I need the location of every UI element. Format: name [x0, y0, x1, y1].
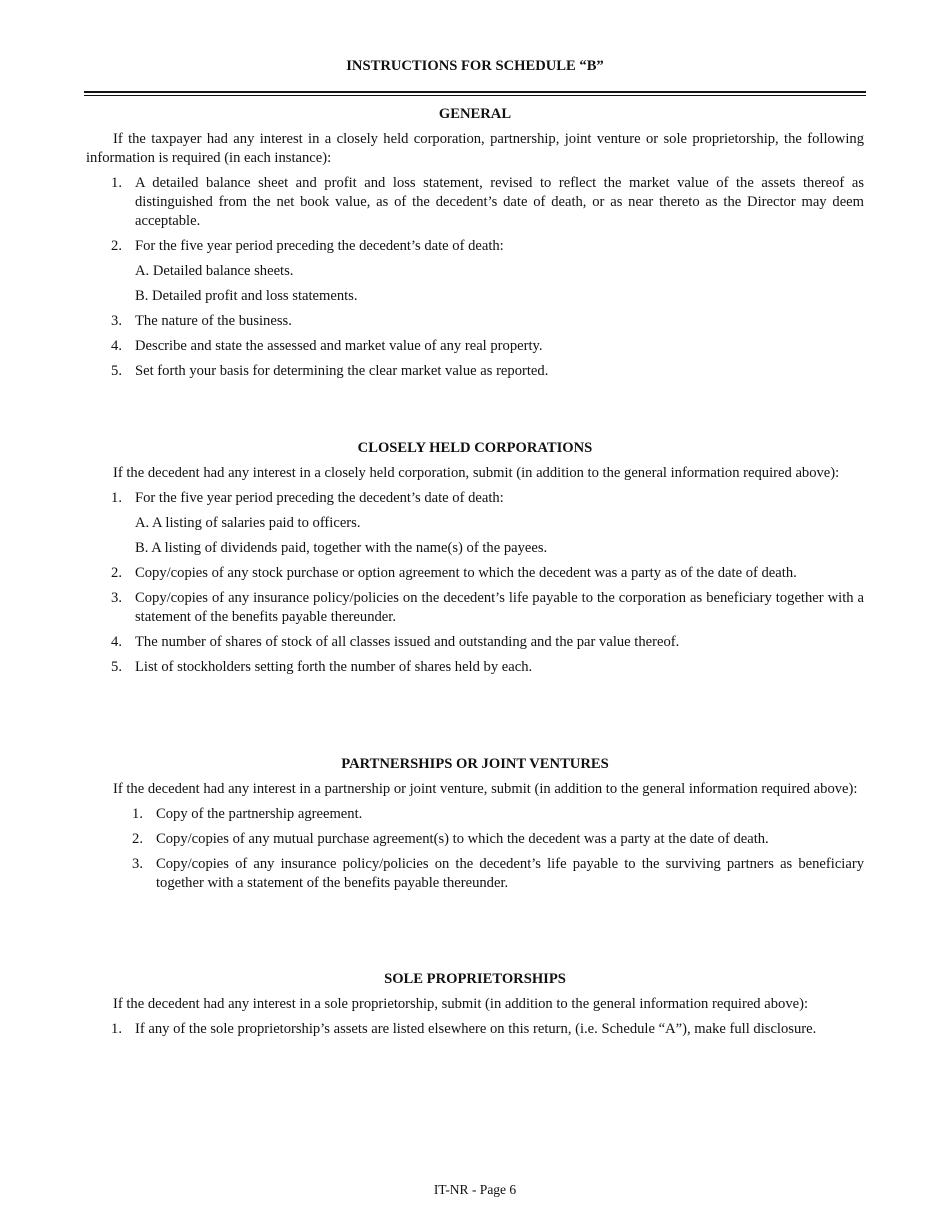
item-number: 4. — [111, 634, 122, 650]
list-item — [86, 362, 864, 381]
section-intro: If the taxpayer had any interest in a closely held corporation, partnership, joint venture or sole proprietorship, the following information is required (in each instance): — [86, 131, 864, 166]
item-text: Copy/copies of any insurance policy/policies on the decedent’s life payable to the corporation as beneficiary together with a statement of the benefits payable thereunder. — [135, 590, 864, 625]
section-intro: If the decedent had any interest in a closely held corporation, submit (in addition to the general information required above): — [113, 465, 840, 481]
item-text: For the five year period preceding the decedent’s date of death: — [135, 490, 504, 506]
item-number: 1. — [132, 806, 143, 822]
item-text: The number of shares of stock of all classes issued and outstanding and the par value thereof. — [135, 634, 680, 650]
sub-item: B. Detailed profit and loss statements. — [135, 288, 358, 304]
page-title: INSTRUCTIONS FOR SCHEDULE “B” — [346, 58, 604, 74]
item-text: Describe and state the assessed and market value of any real property. — [135, 338, 543, 354]
item-text: If any of the sole proprietorship’s assets are listed elsewhere on this return, (i.e. Schedule “A”), make full disclosure. — [135, 1021, 817, 1037]
list-item — [86, 174, 864, 231]
item-text: Copy of the partnership agreement. — [156, 806, 363, 822]
list-item — [86, 237, 864, 256]
list-item — [86, 633, 864, 652]
list-item — [86, 312, 864, 331]
section-sole-proprietorships — [86, 970, 864, 1045]
list-item — [86, 855, 864, 893]
item-text: Copy/copies of any stock purchase or option agreement to which the decedent was a party as of the date of death. — [135, 565, 797, 581]
section-closely-held — [86, 439, 864, 683]
item-text: For the five year period preceding the decedent’s date of death: — [135, 238, 504, 254]
item-number: 3. — [132, 856, 143, 872]
section-heading: CLOSELY HELD CORPORATIONS — [357, 440, 593, 456]
item-text: A detailed balance sheet and profit and loss statement, revised to reflect the market value of the assets thereof as distinguished from the net book value, as of the decedent’s date of death, or as near thereto as the Director may deem acceptable. — [135, 175, 864, 229]
item-number: 4. — [111, 338, 122, 354]
item-number: 1. — [111, 490, 122, 506]
list-item — [86, 337, 864, 356]
section-heading: GENERAL — [438, 106, 512, 122]
section-intro: If the decedent had any interest in a partnership or joint venture, submit (in addition to the general information required above): — [113, 781, 858, 797]
item-text: The nature of the business. — [135, 313, 292, 329]
list-item — [86, 830, 864, 849]
list-item — [86, 564, 864, 583]
item-text: Copy/copies of any mutual purchase agreement(s) to which the decedent was a party at the date of death. — [156, 831, 769, 847]
item-number: 2. — [132, 831, 143, 847]
list-item — [86, 589, 864, 627]
section-heading: SOLE PROPRIETORSHIPS — [384, 971, 566, 987]
sub-item: A. Detailed balance sheets. — [135, 263, 294, 279]
item-number: 3. — [111, 590, 122, 606]
double-rule — [84, 91, 866, 96]
list-item — [86, 805, 864, 824]
item-number: 1. — [111, 175, 122, 191]
sub-item: A. A listing of salaries paid to officers. — [135, 515, 361, 531]
sub-item: B. A listing of dividends paid, together with the name(s) of the payees. — [135, 540, 548, 556]
section-partnerships — [86, 755, 864, 899]
item-number: 5. — [111, 363, 122, 379]
item-number: 1. — [111, 1021, 122, 1037]
item-text: List of stockholders setting forth the number of shares held by each. — [135, 659, 533, 675]
item-number: 2. — [111, 565, 122, 581]
item-text: Set forth your basis for determining the clear market value as reported. — [135, 363, 549, 379]
section-general — [86, 105, 864, 387]
list-item — [86, 1020, 864, 1039]
item-number: 5. — [111, 659, 122, 675]
section-heading: PARTNERSHIPS OR JOINT VENTURES — [341, 756, 609, 772]
item-text: Copy/copies of any insurance policy/policies on the decedent’s life payable to the surviving partners as beneficiary together with a statement of the benefits payable thereunder. — [156, 856, 864, 891]
section-intro: If the decedent had any interest in a sole proprietorship, submit (in addition to the general information required above): — [113, 996, 809, 1012]
item-number: 3. — [111, 313, 122, 329]
page-footer: IT-NR - Page 6 — [433, 1182, 517, 1197]
list-item — [86, 489, 864, 508]
item-number: 2. — [111, 238, 122, 254]
list-item — [86, 658, 864, 677]
